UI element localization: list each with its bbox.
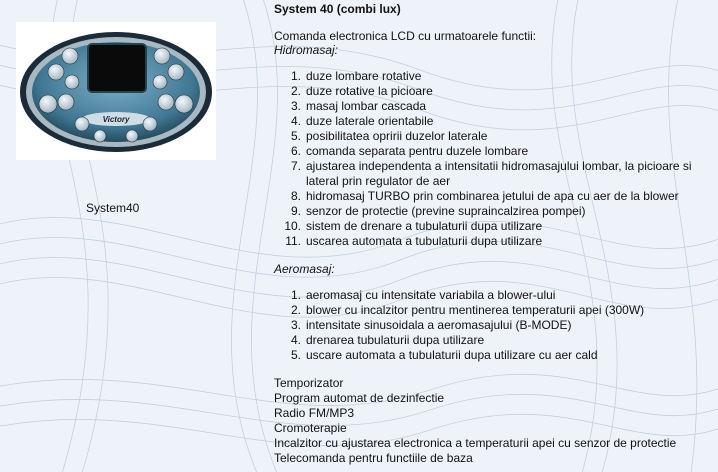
feature-line: Cromoterapie	[274, 421, 347, 435]
feature-line: Program automat de dezinfectie	[274, 391, 445, 405]
feature-line: Radio FM/MP3	[274, 406, 355, 420]
extra-features	[274, 376, 676, 466]
brand-label: Victory	[102, 115, 130, 124]
list-item: 7. ajustarea independenta a intensitatii hidromasajului lombar, la picioare si lateral prin regulator de aer	[290, 159, 692, 188]
list-item: 2. duze rotative la picioare	[290, 84, 433, 98]
feature-line: Telecomanda pentru functiile de baza	[274, 451, 473, 465]
image-caption: System40	[86, 201, 140, 215]
intro-text: Comanda electronica LCD cu urmatoarele functii:	[274, 29, 537, 43]
aeromasaj-heading: Aeromasaj:	[274, 262, 335, 276]
list-item: 6. comanda separata pentru duzele lombare	[290, 144, 529, 158]
list-item: 3. intensitate sinusoidala a aeromasajului (B-MODE)	[290, 318, 572, 332]
product-title: System 40 (combi lux)	[274, 2, 401, 16]
control-panel-image	[16, 22, 216, 160]
hidromasaj-list	[274, 69, 718, 249]
feature-line: Incalzitor cu ajustarea electronica a temperaturii apei cu senzor de protectie	[274, 436, 677, 450]
list-item: 2. blower cu incalzitor pentru mentinerea temperaturii apei (300W)	[290, 303, 645, 317]
aeromasaj-list	[274, 288, 718, 363]
list-item: 4. duze laterale orientabile	[290, 114, 434, 128]
list-item: 9. senzor de protectie (previne supraincalzirea pompei)	[290, 204, 586, 218]
list-item: 8. hidromasaj TURBO prin combinarea jetului de apa cu aer de la blower	[290, 189, 679, 203]
feature-line: Temporizator	[274, 376, 344, 390]
hidromasaj-heading: Hidromasaj:	[274, 43, 339, 57]
list-item: 5. posibilitatea opririi duzelor laterale	[290, 129, 488, 143]
list-item: 11. uscarea automata a tubulaturii dupa utilizare	[285, 234, 543, 248]
list-item: 1. duze lombare rotative	[290, 69, 422, 83]
list-item: 1. aeromasaj cu intensitate variabila a blower-ului	[290, 288, 556, 302]
list-item: 5. uscare automata a tubulaturii dupa utilizare cu aer cald	[290, 348, 598, 362]
control-panel-illustration	[16, 22, 216, 160]
list-item: 4. drenarea tubulaturii dupa utilizare	[290, 333, 485, 347]
list-item: 3. masaj lombar cascada	[290, 99, 427, 113]
list-item: 10. sistem de drenare a tubulaturii dupa utilizare	[284, 219, 543, 233]
